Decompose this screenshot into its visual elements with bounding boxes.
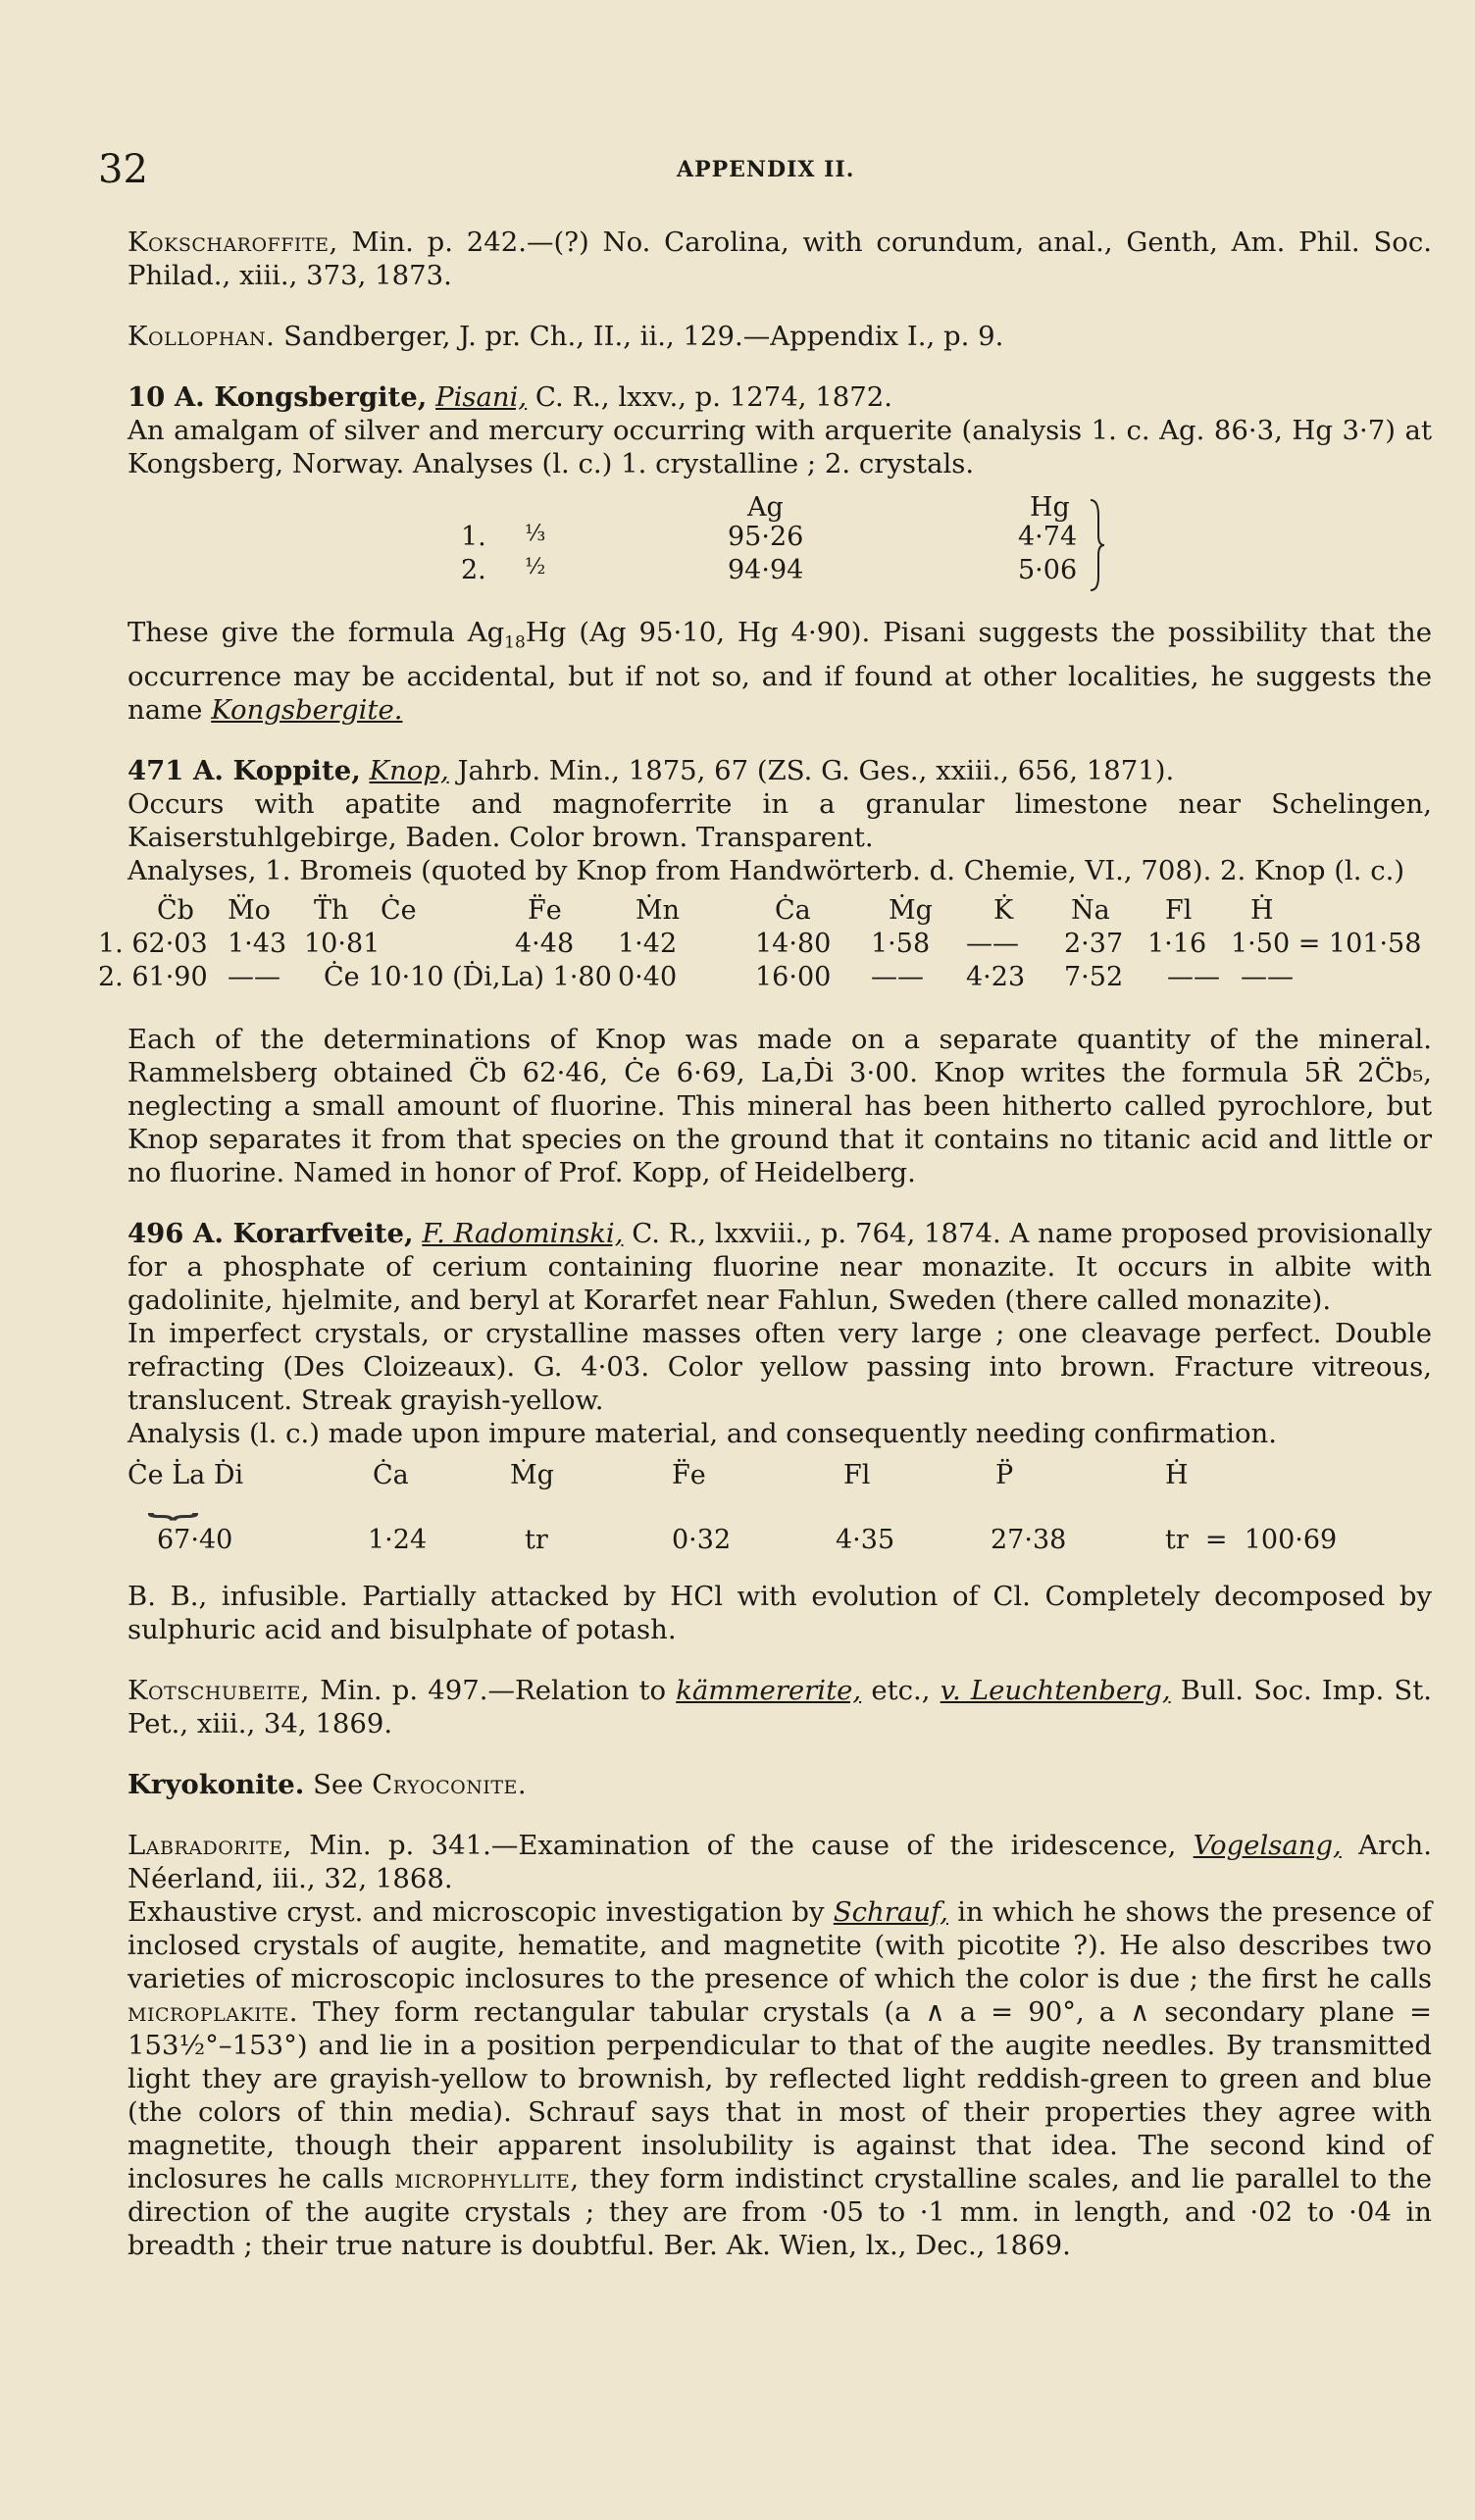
entry-heading: 496 A. Korarfveite, (127, 1217, 414, 1249)
entry-labradorite (127, 1829, 1432, 1895)
entry-kokscharoffite (127, 226, 1432, 292)
cell: —— (1241, 961, 1294, 992)
running-title: APPENDIX II. (677, 157, 855, 182)
entry-name: Labradorite, (127, 1829, 292, 1861)
cross-ref: Cryoconite. (372, 1768, 528, 1800)
entry-author: Vogelsang, (1193, 1829, 1342, 1861)
entry-koppite (127, 754, 1432, 787)
col-head: Ċa (775, 894, 811, 926)
entry-author: v. Leuchtenberg, (940, 1674, 1171, 1706)
cell: 1·43 (228, 928, 287, 959)
koppite-occurrence: Occurs with apatite and magnoferrite in a granular limestone near Schelingen, Kaiserstuhlgebirge, Baden. Color brown. Transparent. (127, 787, 1432, 853)
cell: 1·42 (618, 928, 678, 959)
text: in which he shows the presence of inclosed crystals of augite, hematite, and magnetite (with picotite ?). He also describes two varieties of microscopic inclosures to the presence of which the color is due ; the first he calls (127, 1895, 1432, 1994)
cell: —— (1167, 961, 1220, 992)
kongsbergite-description: An amalgam of silver and mercury occurring with arquerite (analysis 1. c. Ag. 86·3, Hg 3·7) at Kongsberg, Norway. Analyses (l. c.) 1. crystalline ; 2. crystals. (127, 415, 1432, 479)
col-head: Ḣ (1165, 1459, 1189, 1490)
cell: tr = 100·69 (1165, 1524, 1338, 1555)
cell: Ċe 10·10 (Ḋi,La) 1·80 (324, 961, 612, 992)
cell: 0·40 (618, 961, 678, 992)
cell: 4·23 (966, 961, 1026, 992)
kongsbergite-analysis-table (127, 492, 1432, 600)
brace-icon: ⏟ (147, 1479, 200, 1519)
col-head: F̈e (528, 894, 562, 926)
cell: 16·00 (755, 961, 832, 992)
entry-heading: Kryokonite. (127, 1768, 305, 1800)
korarfveite-analysis-table (127, 1460, 1432, 1568)
entry-heading: 10 A. Kongsbergite, (127, 381, 428, 413)
koppite-discussion: Each of the determinations of Knop was made on a separate quantity of the mineral. Rammelsberg obtained C̈b 62·46, Ċe 6·69, La,Ḋi 3·00. Knop writes the formula 5Ṙ 2C̈b₅, neglecting a small amount of fluorine. This mineral has been hitherto called pyrochlore, but Knop separates it from that species on the ground that it contains no titanic acid and little or no fluorine. Named in honor of Prof. Kopp, of Heidelberg. (127, 1023, 1432, 1188)
koppite-analysis-table (98, 894, 1432, 1003)
text: These give the formula Ag (127, 617, 505, 648)
cell: 14·80 (755, 928, 832, 959)
cell: —— (871, 961, 924, 992)
row-number: 2. (461, 555, 486, 585)
italic-ref: kämmererite, (676, 1674, 862, 1706)
entry-name: Kollophan. (127, 321, 276, 352)
entry-kongsbergite (127, 380, 1432, 414)
entry-ref: C. R., lxxviii., p. 764, 1874. A name proposed provisionally for a phosphate of cerium containing fluorine near monazite. It occurs in albite with gadolinite, hjelmite, and beryl at Korarfet near Fahlun, Sweden (there called monazite). (127, 1217, 1432, 1316)
text: Hg (Ag 95·10, Hg 4·90). Pisani suggests the possibility that the occurrence may be accidental, but if not so, and if found at other localities, he suggests the name (127, 617, 1432, 726)
kongsbergite-notes (127, 616, 1432, 727)
proposed-name: Kongsbergite. (211, 693, 403, 726)
labradorite-discussion (127, 1895, 1432, 2262)
entry-author: F. Radominski, (422, 1217, 624, 1249)
cell-ag: 95·26 (728, 522, 804, 552)
entry-author: Pisani, (435, 381, 528, 413)
col-head: Fl (1165, 894, 1193, 926)
cell: 4·48 (515, 928, 575, 959)
text: Bull. Soc. Imp. St. Pet., xiii., 34, 1869. (127, 1674, 1432, 1739)
cell: 0·32 (672, 1524, 732, 1555)
col-head: Ḣ (1250, 894, 1274, 926)
col-head-hg: Hg (1030, 492, 1070, 523)
entry-ref: Jahrb. Min., 1875, 67 (ZS. G. Ges., xxiii., 656, 1871). (448, 754, 1175, 786)
text: Min. p. 341.—Examination of the cause of the iridescence, (291, 1829, 1194, 1861)
col-head: M̈o (228, 894, 271, 926)
row-fraction: ½ (525, 555, 546, 580)
entry-heading: 471 A. Koppite, (127, 754, 361, 786)
cell: 1. 62·03 (98, 928, 208, 959)
korarfveite-analysis-note: Analysis (l. c.) made upon impure material, and consequently needing confirmation. (127, 1417, 1277, 1449)
term: microphyllite, (394, 2162, 580, 2194)
entry-text: Sandberger, J. pr. Ch., II., ii., 129.—Appendix I., p. 9. (275, 321, 1004, 352)
entry-text: Min. p. 242.—(?) No. Carolina, with corundum, anal., Genth, Am. Phil. Soc. Philad., xiii., 373, 1873. (127, 227, 1432, 291)
text: See (304, 1768, 373, 1800)
col-head: P̈ (995, 1459, 1014, 1490)
row-number: 1. (461, 522, 486, 552)
cell: 27·38 (991, 1524, 1067, 1555)
entry-ref: C. R., lxxv., p. 1274, 1872. (527, 381, 892, 413)
cell: —— (966, 928, 1019, 959)
cell: 1·50 = 101·58 (1231, 928, 1422, 959)
text: They form rectangular tabular crystals (a ∧ a = 90°, a ∧ secondary plane = 153½°–153°) and lie in a position perpendicular to that of the augite needles. By transmitted light they are grayish-yellow to brownish, by reflected light reddish-green to green and blue (the colors of thin media). Schrauf says that in most of their properties they agree with magnetite, though their apparent insolubility is against that idea. The second kind of inclosures he calls (127, 1995, 1432, 2194)
page-body (98, 226, 1432, 2262)
cell: 4·35 (836, 1524, 895, 1555)
text: Arch. Néerland, iii., 32, 1868. (127, 1829, 1432, 1894)
col-head: Ṅa (1071, 894, 1110, 926)
cell: 2. 61·90 (98, 961, 208, 992)
col-head: Ṁg (889, 894, 933, 926)
col-head: K̇ (993, 894, 1014, 926)
koppite-analyses-intro: Analyses, 1. Bromeis (quoted by Knop from Handwörterb. d. Chemie, VI., 708). 2. Knop (l. c.) (127, 854, 1405, 886)
entry-kryokonite (127, 1768, 1432, 1801)
cell: 1·24 (368, 1524, 428, 1555)
page-number: 32 (98, 147, 148, 192)
col-head: Ċe L̇a Ḋi (127, 1459, 244, 1490)
cell-ag: 94·94 (728, 555, 804, 585)
entry-kollophan (127, 320, 1432, 353)
cell-hg: 4·74 (1018, 522, 1078, 552)
entry-korarfveite (127, 1217, 1432, 1317)
cell: 10·81 (304, 928, 381, 959)
subscript: 18 (504, 632, 526, 653)
cell: 1·58 (871, 928, 931, 959)
col-head: Fl (843, 1459, 871, 1490)
col-head: F̈e (672, 1459, 706, 1490)
col-head: Ṁn (636, 894, 681, 926)
row-fraction: ⅓ (525, 522, 546, 546)
cell: —— (228, 961, 280, 992)
korarfveite-blowpipe: B. B., infusible. Partially attacked by HCl with evolution of Cl. Completely decomposed by sulphuric acid and bisulphate of potash. (127, 1580, 1432, 1645)
col-head: Ċe (381, 894, 417, 926)
entry-author: Schrauf, (833, 1895, 948, 1928)
text: etc., (861, 1674, 941, 1706)
cell-hg: 5·06 (1018, 555, 1078, 585)
col-head: T̈h (314, 894, 349, 926)
right-brace (1087, 496, 1106, 594)
entry-name: Kotschubeite, (127, 1674, 311, 1706)
cell: 7·52 (1064, 961, 1124, 992)
col-head: C̈b (157, 894, 194, 926)
cell: 67·40 (157, 1524, 233, 1555)
entry-author: Knop, (369, 754, 449, 786)
page-header (98, 147, 1432, 196)
col-head: Ċa (373, 1459, 409, 1490)
cell: tr (525, 1524, 548, 1555)
korarfveite-properties: In imperfect crystals, or crystalline masses often very large ; one cleavage perfect. Double refracting (Des Cloizeaux). G. 4·03. Color yellow passing into brown. Fracture vitreous, translucent. Streak grayish-yellow. (127, 1317, 1432, 1416)
text: Exhaustive cryst. and microscopic investigation by (127, 1895, 834, 1928)
entry-kotschubeite (127, 1674, 1432, 1740)
col-head-ag: Ag (747, 492, 784, 523)
text: they form indistinct crystalline scales, and lie parallel to the direction of the augite crystals ; they are from ·05 to ·1 mm. in length, and ·02 to ·04 in breadth ; their true nature is doubtful. Ber. Ak. Wien, lx., Dec., 1869. (127, 2162, 1432, 2261)
col-head: Ṁg (510, 1459, 554, 1490)
entry-name: Kokscharoffite, (127, 227, 338, 258)
term: microplakite. (127, 1995, 298, 2028)
cell: 1·16 (1147, 928, 1207, 959)
text: Min. p. 497.—Relation to (310, 1674, 677, 1706)
cell: 2·37 (1064, 928, 1124, 959)
